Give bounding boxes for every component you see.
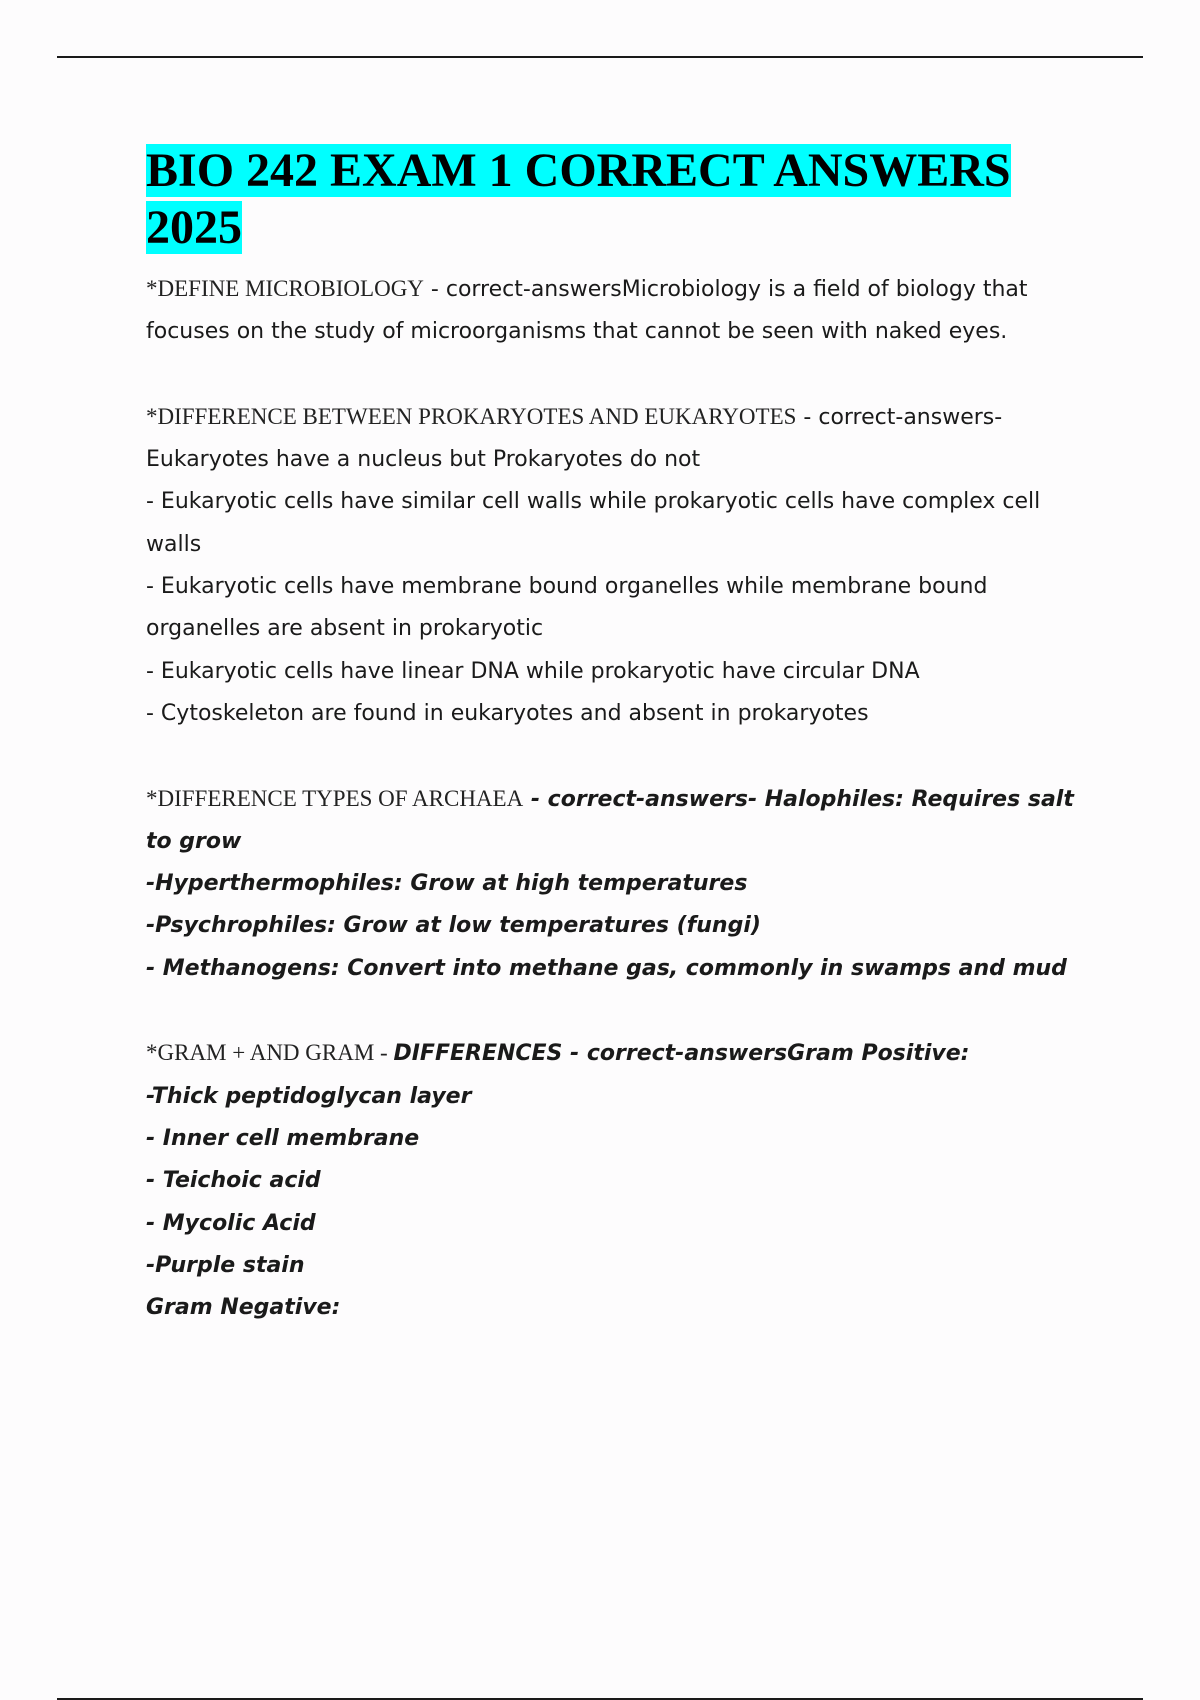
answer-line: - Inner cell membrane: [146, 1125, 420, 1151]
document-body: [146, 142, 1086, 1329]
title-highlight: BIO 242 EXAM 1 CORRECT ANSWERS 2025: [146, 144, 1011, 254]
answer-line: - Teichoic acid: [146, 1168, 321, 1194]
answer-line: - Methanogens: Convert into methane gas, commonly in swamps and mud: [146, 955, 1067, 981]
question-text: *DEFINE MICROBIOLOGY: [146, 276, 424, 301]
answer-line: -Psychrophiles: Grow at low temperatures (fungi): [146, 913, 761, 939]
answer-text: - correct-answers- Halophiles: Requires salt to grow: [146, 786, 1074, 854]
answer-line: -Hyperthermophiles: Grow at high temperatures: [146, 871, 748, 897]
answer-line: - Eukaryotic cells have membrane bound organelles while membrane bound organelles are absent in prokaryotic: [146, 574, 988, 642]
qa-item-define-microbiology: [146, 268, 1086, 354]
answer-text: DIFFERENCES - correct-answersGram Positive:: [393, 1041, 970, 1067]
qa-item-prokaryotes-eukaryotes: [146, 396, 1086, 735]
answer-line: -Purple stain: [146, 1252, 305, 1278]
qa-item-gram-differences: [146, 1032, 1086, 1329]
answer-line: [146, 778, 1086, 864]
answer-line: - Mycolic Acid: [146, 1210, 316, 1236]
question-text: *GRAM + AND GRAM -: [146, 1040, 394, 1066]
answer-line: [146, 396, 1086, 482]
answer-text: - correct-answers-Eukaryotes have a nucleus but Prokaryotes do not: [146, 404, 1003, 473]
qa-item-archaea-types: [146, 778, 1086, 990]
question-text: *DIFFERENCE BETWEEN PROKARYOTES AND EUKARYOTES: [146, 403, 797, 429]
document-title: [146, 142, 1086, 256]
answer-line: Gram Negative:: [146, 1295, 341, 1321]
answer-text: - correct-answersMicrobiology is a field of biology that focuses on the study of microorganisms that cannot be seen with naked eyes.: [146, 277, 1028, 345]
answer-line: - Eukaryotic cells have similar cell walls while prokaryotic cells have complex cell walls: [146, 489, 1041, 557]
answer-line: [146, 1032, 1086, 1075]
question-text: *DIFFERENCE TYPES OF ARCHAEA: [146, 785, 524, 811]
header-rule: [57, 56, 1143, 58]
answer-line: -Thick peptidoglycan layer: [146, 1083, 472, 1109]
answer-line: - Cytoskeleton are found in eukaryotes and absent in prokaryotes: [146, 700, 869, 726]
answer-line: - Eukaryotic cells have linear DNA while prokaryotic have circular DNA: [146, 658, 920, 684]
